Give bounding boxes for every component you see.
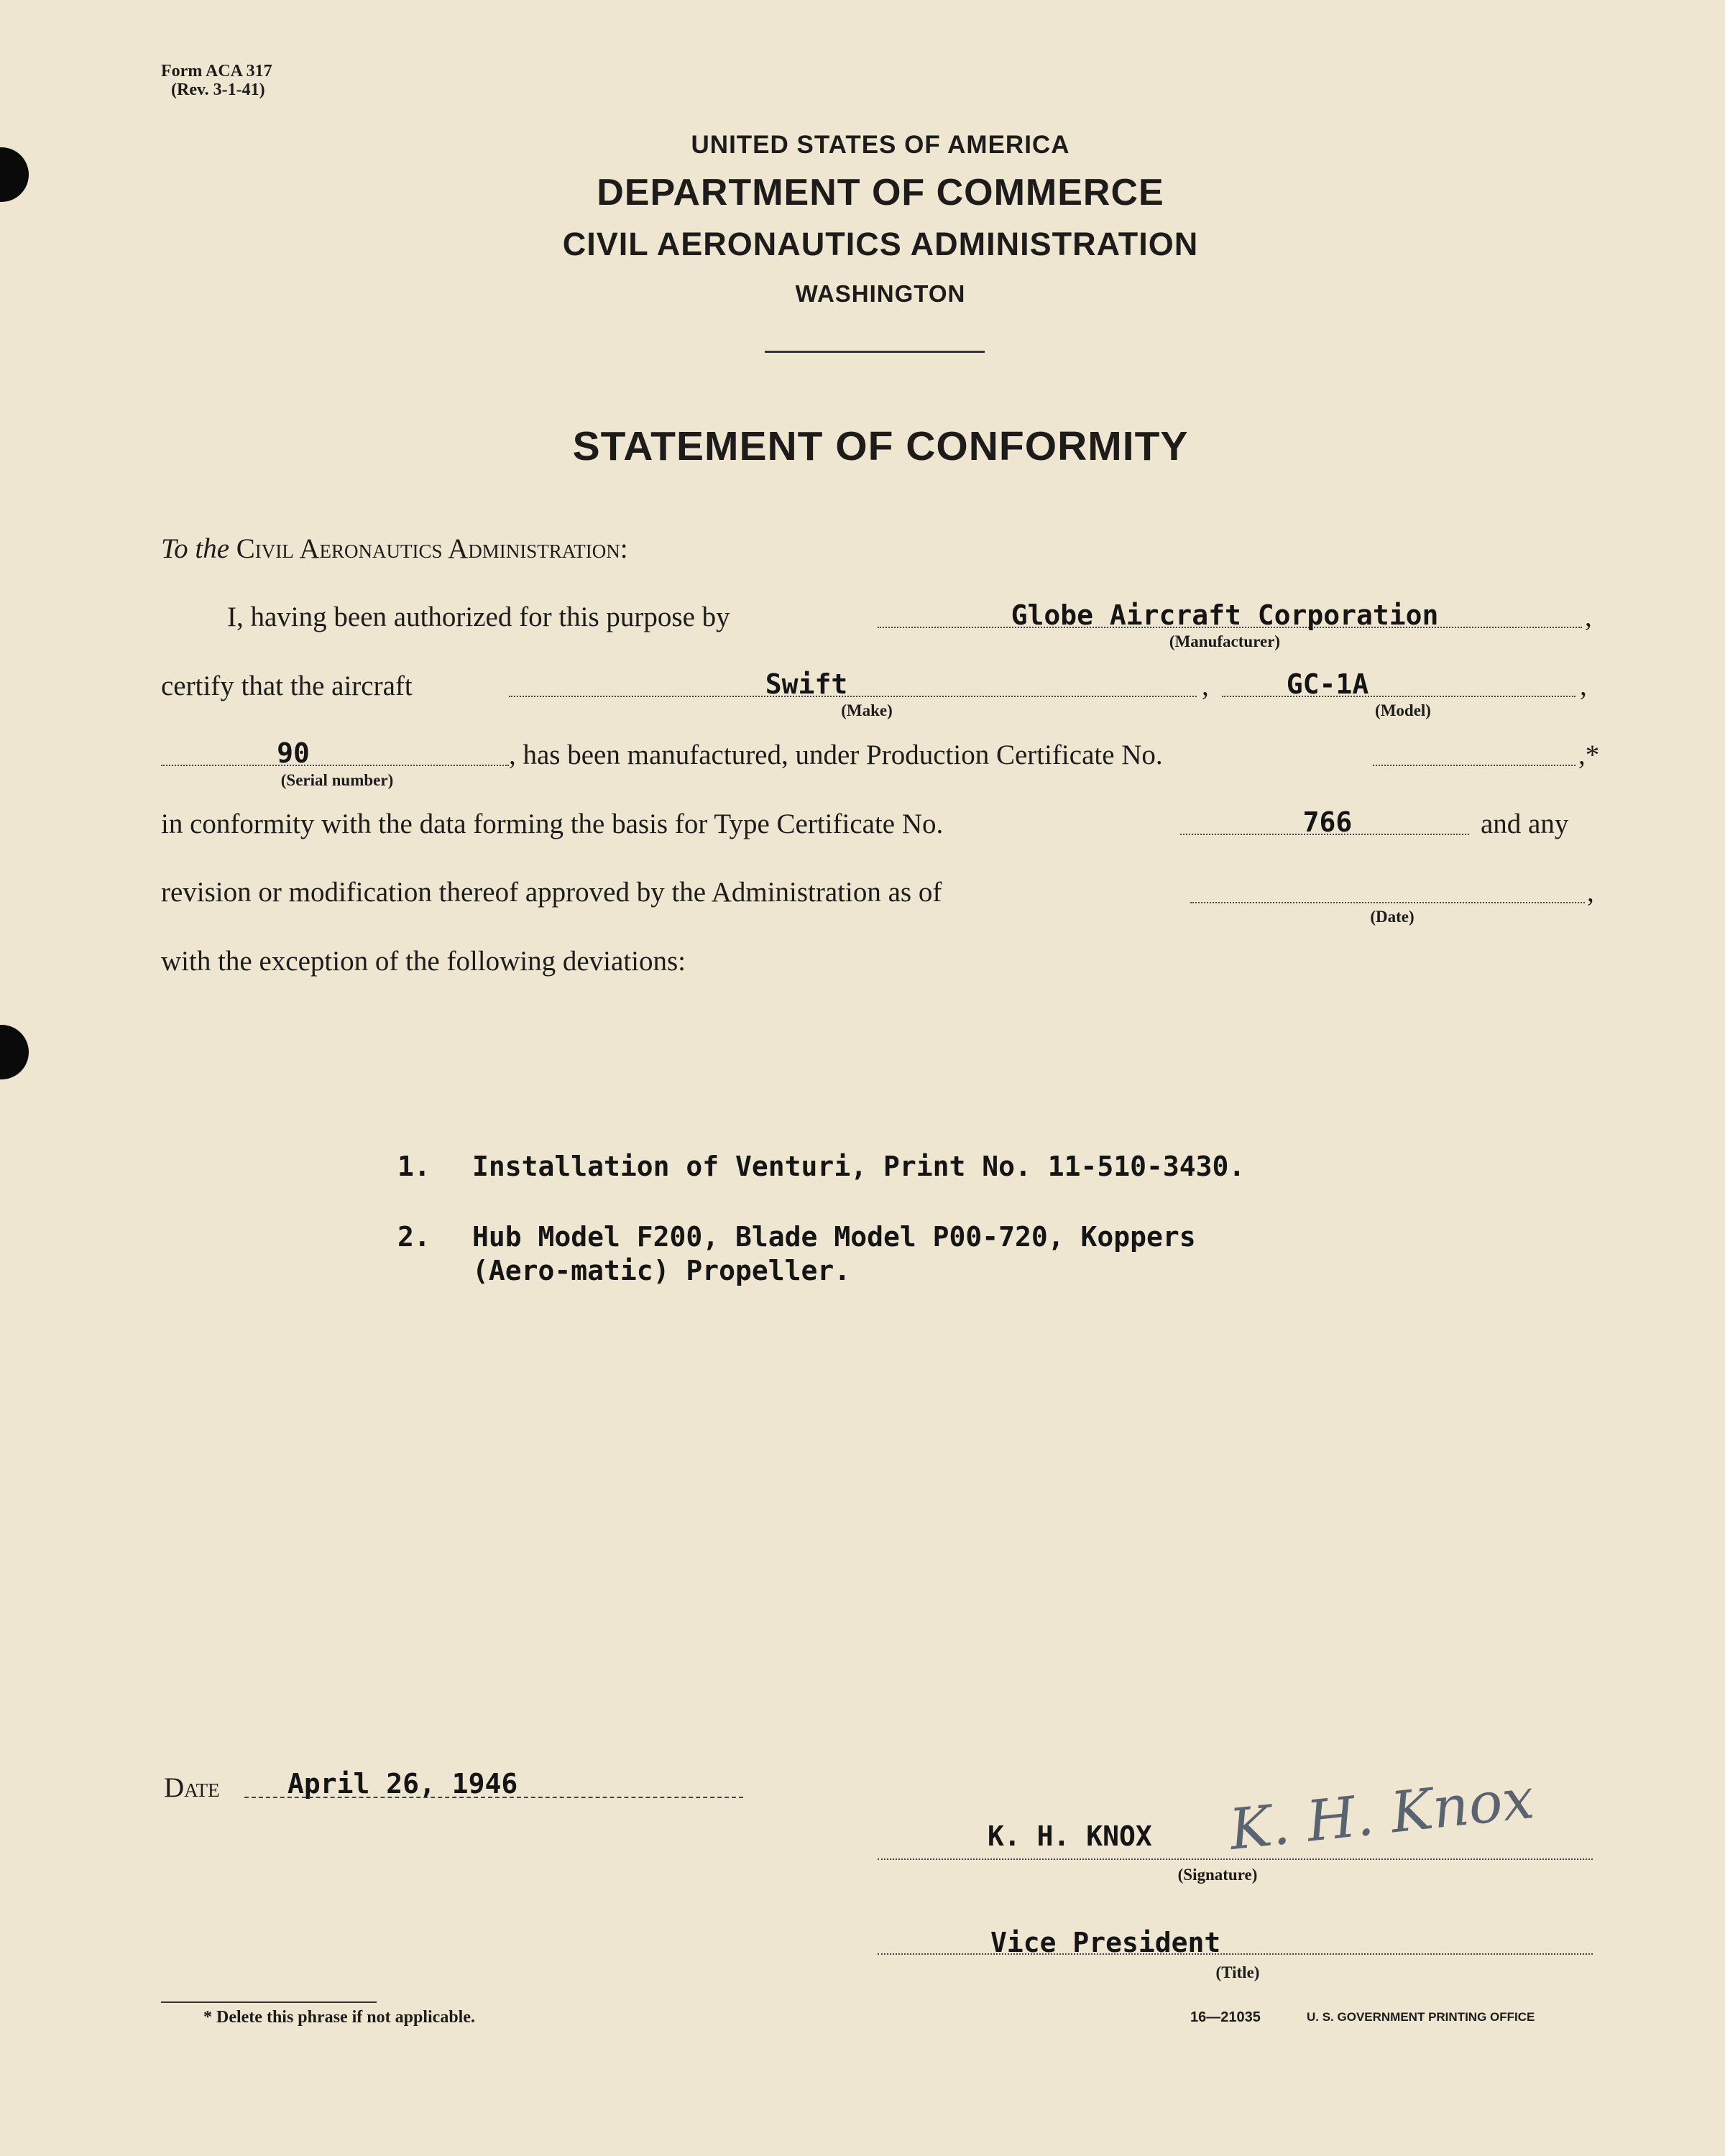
page-title: STATEMENT OF CONFORMITY <box>572 423 1189 469</box>
salutation <box>161 533 628 565</box>
signature-caption: (Signature) <box>1177 1866 1258 1884</box>
type-certificate-value[interactable]: 766 <box>1302 806 1353 838</box>
header-rule <box>765 351 985 353</box>
salutation-colon: : <box>620 533 628 564</box>
printer-imprint: U. S. GOVERNMENT PRINTING OFFICE <box>1307 2010 1535 2024</box>
model-value[interactable]: GC-1A <box>1286 668 1369 700</box>
salutation-addressee: Civil Aeronautics Administration <box>236 533 620 564</box>
footnote-rule <box>161 2001 377 2003</box>
signer-title[interactable]: Vice President <box>990 1927 1221 1958</box>
deviation-1-number: 1. <box>397 1151 431 1182</box>
handwritten-signature: K. H. Knox <box>1226 1766 1537 1863</box>
header-department: DEPARTMENT OF COMMERCE <box>597 172 1164 213</box>
manufacturer-caption: (Manufacturer) <box>1169 632 1281 650</box>
deviation-2-number: 2. <box>397 1221 431 1253</box>
signature-field-line <box>878 1858 1593 1860</box>
production-certificate-field-line[interactable] <box>1373 765 1576 766</box>
body-line-6: with the exception of the following deviations: <box>161 946 686 977</box>
make-field-line <box>509 696 1197 697</box>
deviation-2-text-cont: (Aero-matic) Propeller. <box>472 1255 851 1286</box>
deviation-2-text: Hub Model F200, Blade Model P00-720, Koppers <box>472 1221 1196 1253</box>
date-label: Date <box>164 1772 220 1803</box>
body-line-3: , has been manufactured, under Production Certificate No. <box>509 740 1163 770</box>
footnote: * Delete this phrase if not applicable. <box>203 2008 475 2027</box>
comma-asterisk: ,* <box>1578 740 1600 770</box>
date-caption: (Date) <box>1370 908 1414 926</box>
serial-caption: (Serial number) <box>280 771 394 789</box>
body-line-1: I, having been authorized for this purpose by <box>227 602 730 632</box>
form-revision: (Rev. 3-1-41) <box>171 80 265 99</box>
approval-date-field-line[interactable] <box>1190 902 1585 903</box>
body-line-4-end: and any <box>1481 808 1569 839</box>
punch-hole <box>0 1025 29 1079</box>
manufacturer-value[interactable]: Globe Aircraft Corporation <box>1011 599 1439 631</box>
punch-hole <box>0 147 29 202</box>
date-field-line <box>244 1797 743 1798</box>
body-line-2: certify that the aircraft <box>161 671 413 701</box>
form-number: Form ACA 317 <box>161 62 272 80</box>
serial-value[interactable]: 90 <box>277 737 310 769</box>
header-administration: CIVIL AERONAUTICS ADMINISTRATION <box>562 226 1199 262</box>
title-field-line <box>878 1953 1593 1955</box>
comma: , <box>1580 671 1587 701</box>
comma: , <box>1587 877 1594 908</box>
signer-name: K. H. KNOX <box>988 1820 1152 1852</box>
comma: , <box>1202 671 1209 701</box>
body-line-4: in conformity with the data forming the basis for Type Certificate No. <box>161 808 944 839</box>
make-value[interactable]: Swift <box>765 668 848 700</box>
deviation-1-text: Installation of Venturi, Print No. 11-510-3430. <box>472 1151 1246 1182</box>
body-line-5: revision or modification thereof approved by the Administration as of <box>161 877 942 908</box>
make-caption: (Make) <box>841 701 893 719</box>
header-country: UNITED STATES OF AMERICA <box>691 131 1070 159</box>
header-city: WASHINGTON <box>795 280 966 307</box>
form-code: 16—21035 <box>1190 2009 1261 2025</box>
salutation-prefix: To the <box>161 533 230 564</box>
title-caption: (Title) <box>1215 1963 1260 1981</box>
serial-field-line <box>161 765 509 766</box>
model-field-line <box>1222 696 1576 697</box>
model-caption: (Model) <box>1375 701 1431 719</box>
date-value[interactable]: April 26, 1946 <box>288 1768 518 1800</box>
comma: , <box>1585 602 1592 632</box>
